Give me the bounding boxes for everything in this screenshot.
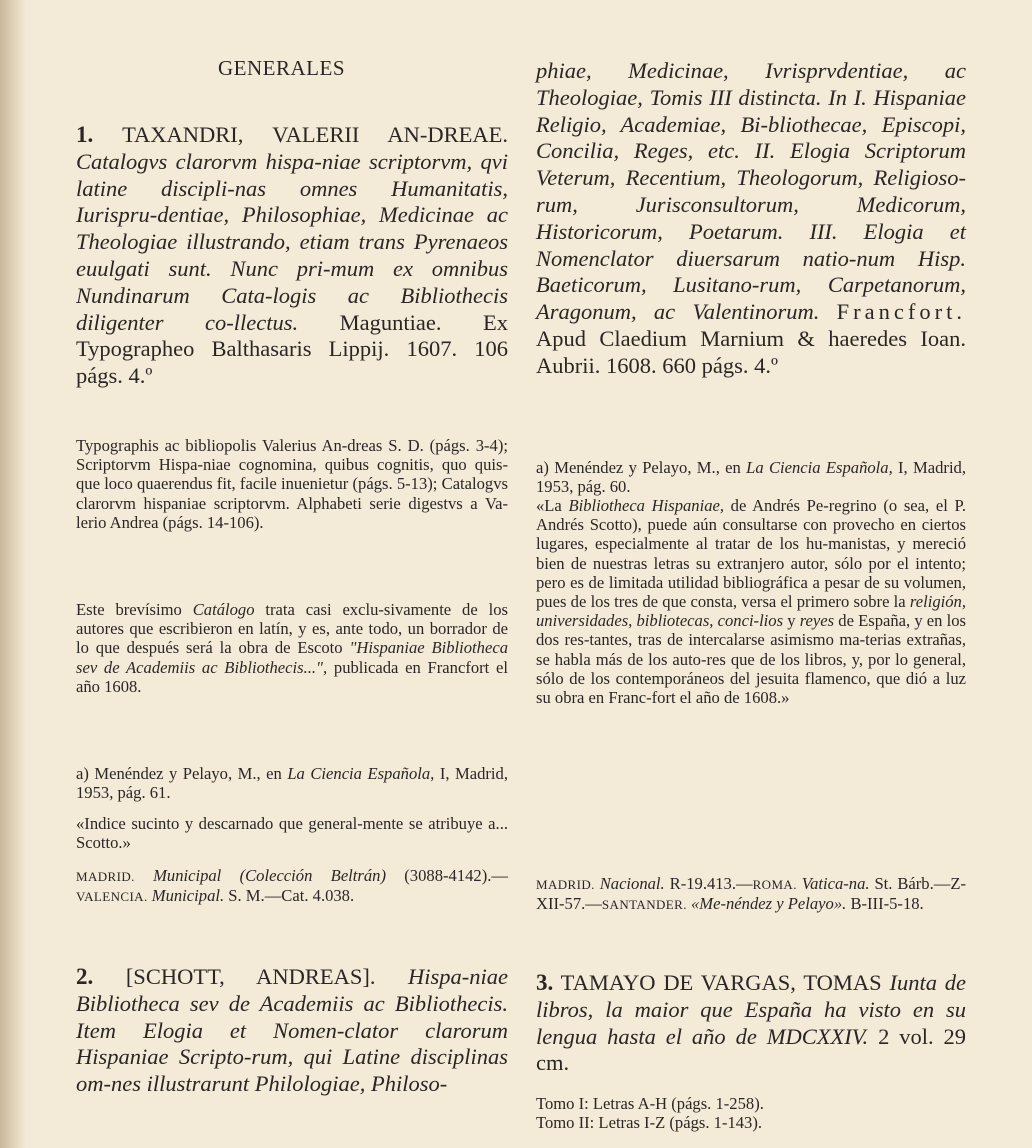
entry-3-heading xyxy=(536,970,966,1077)
location-library: Vatica-na. xyxy=(801,874,870,893)
quote-text: y xyxy=(787,611,796,631)
entry-3-author: TAMAYO DE VARGAS, TOMAS xyxy=(560,970,882,995)
entry-3-title: Iunta de libros, la maior que España ha visto en su lengua hasta el año de MDCXXIV. xyxy=(536,970,967,1049)
entry-1-title: Catalogvs clarorvm hispa-niae scriptorvm, qvi latine discipli-nas omnes Humanitatis, Iurispru-dentiae, Philosophiae, Medicinae ac Theologiae illustrando, etiam trans Pyrenaeos euulgati sunt. Nunc pri-mum ex omnibus Nundinarum Cata-logis ac Bibliothecis diligenter co-llectus. xyxy=(76,148,508,335)
comment-text: publicada en Francfort el año 1608. xyxy=(76,657,508,696)
entry-2-imprint: Apud Claedium Marnium & haeredes Ioan. Aubrii. 1608. 660 págs. 4.º xyxy=(536,325,966,378)
reference-italic: La Ciencia Española, xyxy=(746,458,893,477)
entry-2-reference xyxy=(536,458,966,496)
reference-text: a) Menéndez y Pelayo, M., en xyxy=(536,458,741,477)
entry-3 xyxy=(536,970,966,1077)
location-signature: S. M.—Cat. 4.038. xyxy=(228,886,355,906)
location-city: MADRID. xyxy=(536,877,595,892)
entry-2-reference-text xyxy=(536,458,966,496)
location-library: Municipal. xyxy=(151,886,225,906)
location-signature: R-19.413.— xyxy=(669,874,753,893)
reference-text: I, Madrid, 1953, pág. 60. xyxy=(536,458,967,497)
reference-text: a) Menéndez y Pelayo, M., en xyxy=(76,764,282,783)
page-gutter-shadow xyxy=(0,0,26,1148)
entry-1-author: TAXANDRI, VALERII AN-DREAE. xyxy=(122,122,508,147)
quote-text: «La xyxy=(536,496,562,515)
quote-text: de Andrés Pe-regrino (o sea, el P. Andrés Scotto), puede aún consultarse con provecho en ciertos lugares, especialmente al tratar de los hu-manistas, y mereció bien de nuestras letras su extranjero autor, sólo por el intento; pero es de limitada utilidad bibliográfica a pesar de su volumen, pues de los tres de que consta, versa el primero sobre la xyxy=(536,496,966,612)
location-library: Nacional. xyxy=(599,874,665,893)
location-city: VALENCIA. xyxy=(76,889,148,905)
entry-3-volume-1: Tomo I: Letras A-H (págs. 1-258). xyxy=(536,1094,764,1113)
entry-1-locations xyxy=(76,866,508,906)
location-library: Municipal (Colección Beltrán) xyxy=(153,866,386,885)
entry-1 xyxy=(76,122,508,390)
entry-1-locations-text xyxy=(76,866,508,906)
entry-1-quote xyxy=(76,814,508,852)
quote-text: de España, y en los dos res-tantes, tras de intercalarse asimismo ma-terias extrañas, se habla más de los auto-res que de los libros, y, por lo general, sólo de los contemporáneos del jesuita flamenco, que dió a luz su obra en Franc-fort el año de 1608.» xyxy=(536,611,966,708)
entry-2-quote xyxy=(536,496,966,707)
entry-1-reference-text xyxy=(76,764,508,802)
location-library: «Me-néndez y Pelayo». xyxy=(691,894,847,914)
quote-italic: Bibliotheca Hispaniae, xyxy=(568,496,724,515)
entry-2-imprint-city: Francfort. xyxy=(836,299,967,325)
entry-3-volumes xyxy=(536,1094,966,1132)
reference-text: I, Madrid, 1953, pág. 61. xyxy=(76,764,508,803)
entry-2-title: Hispa-niae Bibliotheca sev de Academiis ac Bibliothecis. Item Elogia et Nomen-clator clarorum Hispaniae Scripto-rum, qui Latine disciplinas om-nes illustrarunt Philologiae, Philoso- xyxy=(76,964,509,1097)
entry-3-volume-2: Tomo II: Letras I-Z (págs. 1-143). xyxy=(536,1113,763,1133)
entry-2-continued-heading xyxy=(536,58,966,380)
entry-1-quote-text: «Indice sucinto y descarnado que general-mente se atribuye a... Scotto.» xyxy=(76,814,508,853)
quote-italic: reyes xyxy=(799,611,835,631)
entry-1-number: 1. xyxy=(76,122,94,147)
quote-italic: religión, universidades, bibliotecas, conci-lios xyxy=(536,592,966,631)
entry-2-number: 2. xyxy=(76,964,94,989)
entry-1-comment-text xyxy=(76,600,508,696)
reference-italic: La Ciencia Española, xyxy=(287,764,435,783)
entry-1-contents xyxy=(76,436,508,532)
entry-1-contents-text: Typographis ac bibliopolis Valerius An-dreas S. D. (págs. 3-4); Scriptorvm Hispa-niae cognomina, quibus cognitis, quo quis-que loco quaerendus fit, facile inuenietur (págs. 5-13); Catalogvs clarorvm hispaniae scriptorvm. Alphabeti serie digestvs a Va-lerio Andrea (págs. 14-106). xyxy=(76,436,508,532)
location-signature: B-III-5-18. xyxy=(850,894,924,914)
entry-2-locations-text xyxy=(536,874,966,914)
entry-2-author: [SCHOTT, ANDREAS]. xyxy=(125,964,376,989)
entry-3-imprint: 2 vol. 29 cm. xyxy=(536,1023,967,1076)
location-city: SANTANDER. xyxy=(601,897,687,913)
entry-2-quote-text xyxy=(536,496,966,707)
entry-1-heading xyxy=(76,122,508,390)
entry-1-comment xyxy=(76,600,508,696)
comment-italic: Catálogo xyxy=(192,600,255,619)
location-signature: (3088-4142).— xyxy=(404,866,508,885)
entry-1-imprint: Maguntiae. Ex Typographeo Balthasaris Lippij. 1607. 106 págs. 4.º xyxy=(76,309,509,389)
section-heading: GENERALES xyxy=(218,56,345,80)
entry-2-heading xyxy=(76,964,508,1098)
comment-text: Este brevísimo xyxy=(76,600,182,619)
comment-italic: "Hispaniae Bibliotheca sev de Academiis ac Bibliothecis...", xyxy=(76,638,508,677)
entry-3-number: 3. xyxy=(536,970,554,995)
location-signature: St. Bárb.—Z-XII-57.— xyxy=(536,874,967,914)
location-city: ROMA. xyxy=(752,877,797,892)
entry-2-continued xyxy=(536,58,966,380)
entry-1-reference xyxy=(76,764,508,802)
entry-2-title-continued: phiae, Medicinae, Ivrisprvdentiae, ac Theologiae, Tomis III distincta. In I. Hispaniae Religio, Academiae, Bi-bliothecae, Episcopi, Concilia, Reges, etc. II. Elogia Scriptorum Veterum, Recentium, Theologorum, Religioso-rum, Jurisconsultorum, Medicorum, Historicorum, Poetarum. III. Elogia et Nomenclator diuersarum natio-num Hisp. Baeticorum, Lusitano-rum, Carpetanorum, Aragonum, ac Valentinorum. xyxy=(536,58,966,325)
comment-text: trata casi exclu-sivamente de los autores que escribieron en latín, y es, ante todo, un borrador de lo que después será la obra de Escoto xyxy=(76,600,508,658)
location-city: MADRID. xyxy=(76,869,135,884)
entry-2-locations xyxy=(536,874,966,914)
entry-2 xyxy=(76,964,508,1098)
